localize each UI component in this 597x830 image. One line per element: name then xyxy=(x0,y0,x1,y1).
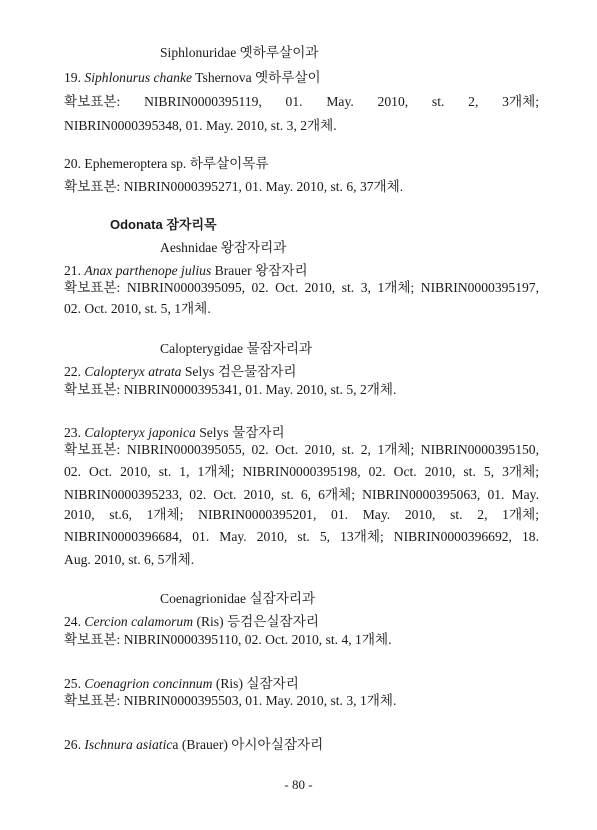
korean-name: 등검은실잠자리 xyxy=(227,614,319,629)
author: (Ris) xyxy=(215,676,243,691)
species-entry xyxy=(64,424,539,442)
family-heading: Aeshnidae 왕잠자리과 xyxy=(160,240,287,255)
scientific-name: Coenagrion concinnum xyxy=(84,676,213,691)
korean-name: 옛하루살이 xyxy=(255,70,321,85)
author: Brauer xyxy=(214,263,252,278)
author: Selys xyxy=(199,425,229,440)
specimen-text: 확보표본: NIBRIN0000395095, 02. Oct. 2010, st. 3, 1개체; NIBRIN0000395197, xyxy=(64,280,539,295)
specimen-text: NIBRIN0000396684, 01. May. 2010, st. 5, 13개체; NIBRIN0000396692, 18. xyxy=(64,529,539,544)
species-entry xyxy=(64,363,539,381)
korean-name: 실잠자리 xyxy=(246,676,299,691)
korean-name: 아시아실잠자리 xyxy=(231,737,324,752)
specimen-text: 확보표본: NIBRIN0000395341, 01. May. 2010, st. 5, 2개체. xyxy=(64,382,397,397)
specimen-text: NIBRIN0000395233, 02. Oct. 2010, st. 6, 6개체; NIBRIN0000395063, 01. May. xyxy=(64,487,539,502)
author: (Brauer) xyxy=(181,737,228,752)
scientific-name: Calopteryx japonica xyxy=(84,425,196,440)
scientific-name: Calopteryx atrata xyxy=(84,364,182,379)
korean-name: 물잠자리 xyxy=(232,425,285,440)
species-number: 21. xyxy=(64,263,81,278)
species-number: 26. xyxy=(64,737,81,752)
species-number: 22. xyxy=(64,364,81,379)
specimen-text: 02. Oct. 2010, st. 5, 1개체. xyxy=(64,301,211,316)
species-entry xyxy=(64,613,539,631)
specimen-text: Aug. 2010, st. 6, 5개체. xyxy=(64,552,195,567)
species-number: 23. xyxy=(64,425,81,440)
korean-name: 검은물잠자리 xyxy=(217,364,297,379)
species-entry xyxy=(64,262,539,280)
scientific-name: Ischnura asiatic xyxy=(84,737,173,752)
specimen-text: 확보표본: NIBRIN0000395055, 02. Oct. 2010, st. 2, 1개체; NIBRIN0000395150, xyxy=(64,442,539,457)
specimen-text: 2010, st.6, 1개체; NIBRIN0000395201, 01. May. 2010, st. 2, 1개체; xyxy=(64,507,539,522)
specimen-text: 02. Oct. 2010, st. 1, 1개체; NIBRIN0000395198, 02. Oct. 2010, st. 5, 3개체; xyxy=(64,464,539,479)
specimen-text: 확보표본: NIBRIN0000395110, 02. Oct. 2010, st. 4, 1개체. xyxy=(64,632,392,647)
specimen-text: 확보표본: NIBRIN0000395503, 01. May. 2010, st. 3, 1개체. xyxy=(64,693,397,708)
page-number: - 80 - xyxy=(284,777,313,792)
scientific-name: Siphlonurus chanke xyxy=(84,70,193,85)
species-number: 19. xyxy=(64,70,81,85)
species-entry xyxy=(64,736,539,754)
scientific-name-suffix: a xyxy=(172,737,179,752)
species-entry xyxy=(64,69,539,87)
species-number: 24. xyxy=(64,614,81,629)
family-heading: Coenagrionidae 실잠자리과 xyxy=(160,591,316,606)
species-entry xyxy=(64,675,539,693)
specimen-text: 확보표본: NIBRIN0000395271, 01. May. 2010, st. 6, 37개체. xyxy=(64,179,404,194)
specimen-text: 20. Ephemeroptera sp. 하루살이목류 xyxy=(64,156,269,171)
family-heading: Calopterygidae 물잠자리과 xyxy=(160,341,313,356)
order-heading: Odonata 잠자리목 xyxy=(110,217,217,232)
species-number: 25. xyxy=(64,676,81,691)
korean-name: 왕잠자리 xyxy=(255,263,308,278)
scientific-name: Anax parthenope julius xyxy=(84,263,212,278)
author: Tshernova xyxy=(195,70,252,85)
specimen-text: NIBRIN0000395348, 01. May. 2010, st. 3, 2개체. xyxy=(64,118,337,133)
scientific-name: Cercion calamorum xyxy=(84,614,194,629)
family-heading: Siphlonuridae 옛하루살이과 xyxy=(160,45,319,60)
author: (Ris) xyxy=(196,614,224,629)
specimen-text: 확보표본: NIBRIN0000395119, 01. May. 2010, st. 2, 3개체; xyxy=(64,94,539,109)
author: Selys xyxy=(184,364,215,379)
